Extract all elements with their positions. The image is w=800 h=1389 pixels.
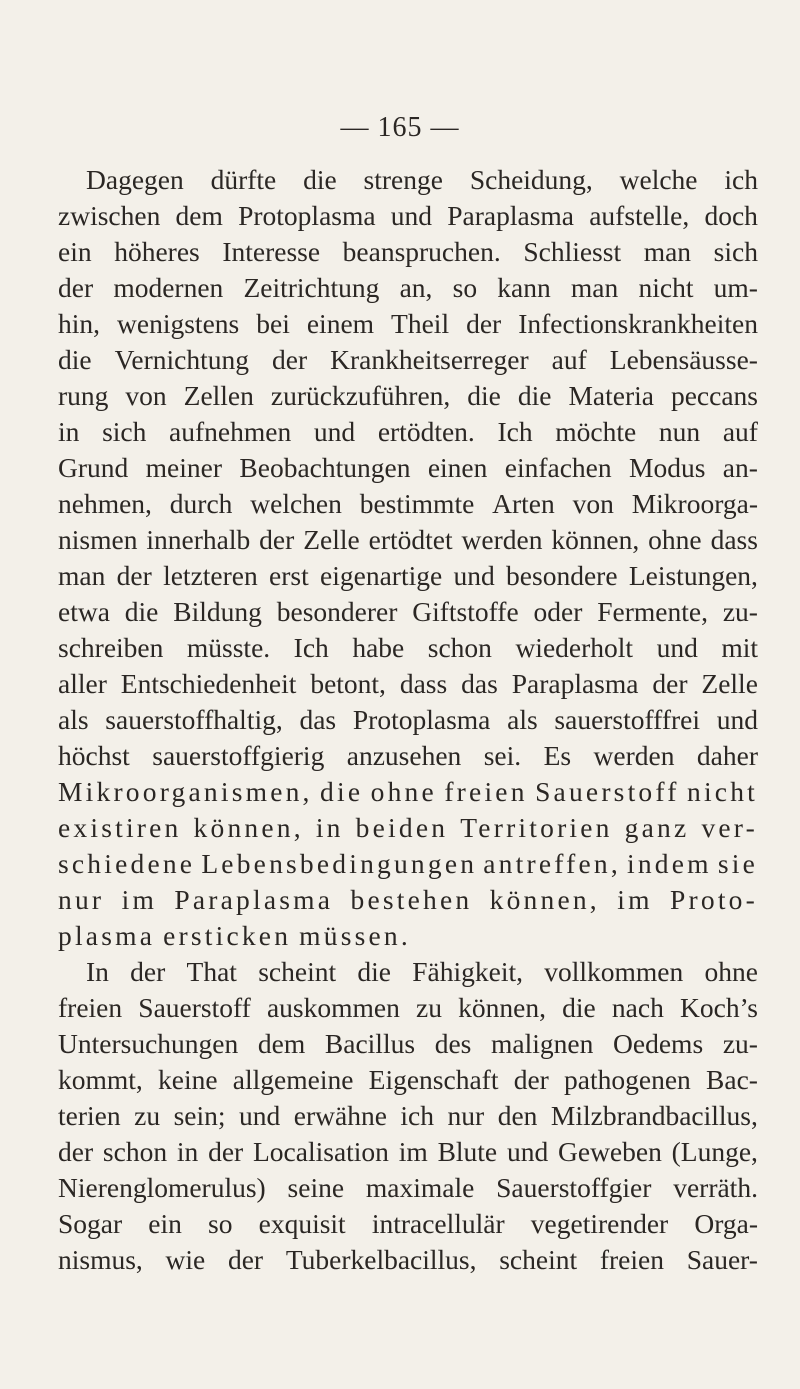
text-line: nismus, wie der Tuberkelbacillus, scheint freien Sauer- — [58, 1244, 758, 1275]
text-line: In der That scheint die Fähigkeit, vollkommen ohne — [86, 956, 758, 987]
text-line: kommt, keine allgemeine Eigenschaft der pathogenen Bac- — [58, 1064, 758, 1095]
text-line: der schon in der Localisation im Blute und Geweben (Lunge, — [58, 1136, 758, 1167]
text-line: schiedene Lebensbedingungen antreffen, indem sie — [58, 848, 758, 879]
text-line: Untersuchungen dem Bacillus des malignen Oedems zu- — [58, 1028, 758, 1059]
text-line: Mikroorganismen, die ohne freien Sauerstoff nicht — [58, 776, 758, 807]
text-line: der modernen Zeitrichtung an, so kann man nicht um- — [58, 272, 758, 303]
text-line: man der letzteren erst eigenartige und besondere Leistungen, — [58, 560, 758, 591]
text-line: hin, wenigstens bei einem Theil der Infectionskrankheiten — [58, 308, 758, 339]
text-line: ein höheres Interesse beanspruchen. Schliesst man sich — [58, 236, 758, 267]
text-line: Dagegen dürfte die strenge Scheidung, welche ich — [86, 164, 758, 195]
body-text — [58, 162, 758, 1278]
text-line: etwa die Bildung besonderer Giftstoffe oder Fermente, zu- — [58, 596, 758, 627]
text-line: nismen innerhalb der Zelle ertödtet werden können, ohne dass — [58, 524, 758, 555]
text-line: als sauerstoffhaltig, das Protoplasma als sauerstofffrei und — [58, 704, 758, 735]
text-line: rung von Zellen zurückzuführen, die die Materia peccans — [58, 380, 758, 411]
text-line: Sogar ein so exquisit intracellulär vegetirender Orga- — [58, 1208, 758, 1239]
text-line: Nierenglomerulus) seine maximale Sauerstoffgier verräth. — [58, 1172, 758, 1203]
text-line: die Vernichtung der Krankheitserreger auf Lebensäusse- — [58, 344, 758, 375]
text-line: in sich aufnehmen und ertödten. Ich möchte nun auf — [58, 416, 758, 447]
text-line: existiren können, in beiden Territorien ganz ver- — [58, 812, 758, 843]
page-number: — 165 — — [340, 112, 460, 143]
text-line: zwischen dem Protoplasma und Paraplasma aufstelle, doch — [58, 200, 758, 231]
text-line: freien Sauerstoff auskommen zu können, die nach Koch’s — [58, 992, 758, 1023]
text-line: Grund meiner Beobachtungen einen einfachen Modus an- — [58, 452, 758, 483]
text-line: nur im Paraplasma bestehen können, im Proto- — [58, 884, 758, 915]
text-line: aller Entschiedenheit betont, dass das Paraplasma der Zelle — [58, 668, 758, 699]
text-line: schreiben müsste. Ich habe schon wiederholt und mit — [58, 632, 758, 663]
text-line: nehmen, durch welchen bestimmte Arten von Mikroorga- — [58, 488, 758, 519]
text-line: terien zu sein; und erwähne ich nur den Milzbrandbacillus, — [58, 1100, 758, 1131]
text-line: plasma ersticken müssen. — [58, 920, 411, 951]
text-line: höchst sauerstoffgierig anzusehen sei. Es werden daher — [58, 740, 758, 771]
